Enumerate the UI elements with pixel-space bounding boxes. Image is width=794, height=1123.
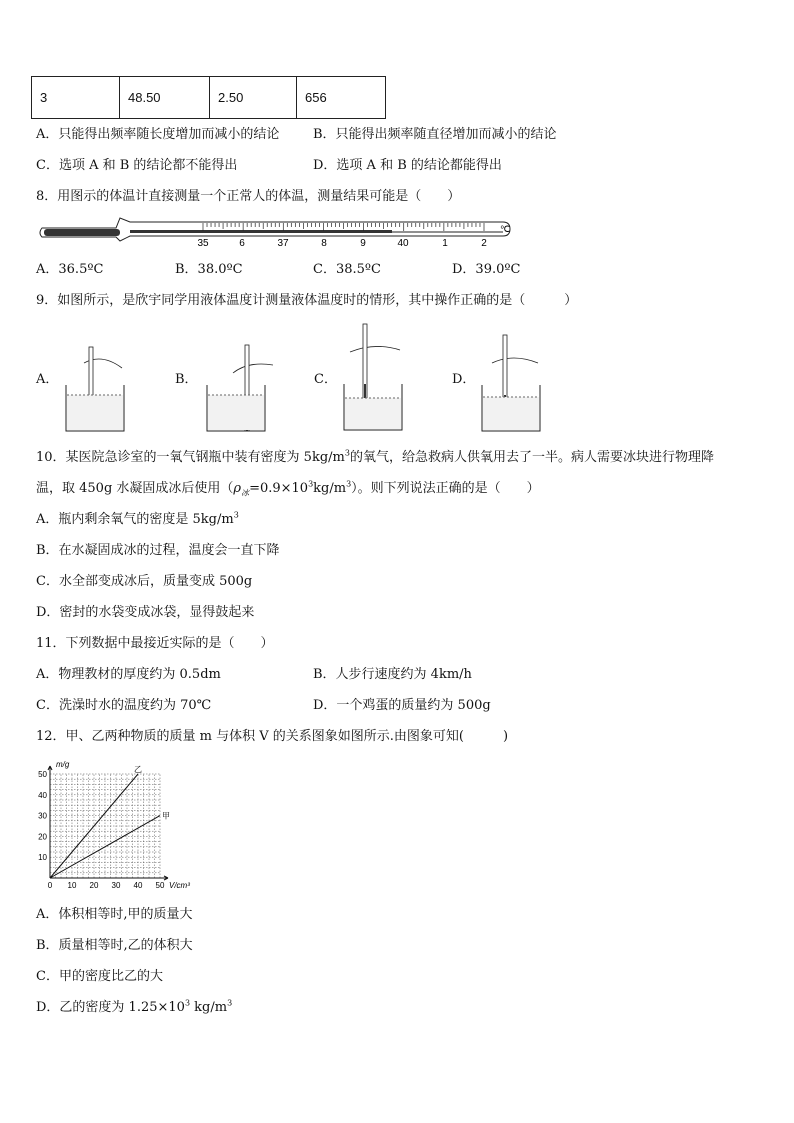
- q12-stem: 12．甲、乙两种物质的质量 m 与体积 V 的关系图象如图所示.由图象可知( ): [36, 729, 509, 744]
- q10-stem-text: kg/m: [313, 481, 347, 496]
- superscript: 3: [184, 998, 191, 1008]
- q12-option-c: C．甲的密度比乙的大: [36, 969, 163, 984]
- q10-stem-text: 温，取 450g 水凝固成冰后使用（: [36, 481, 234, 496]
- x-tick-label: 40: [133, 881, 143, 890]
- q10-stem-line2: [36, 481, 540, 497]
- y-tick-label: 30: [38, 811, 47, 821]
- beaker-d-figure: [478, 333, 550, 433]
- thermo-label: 2: [481, 238, 487, 249]
- clinical-thermometer-figure: [38, 215, 513, 251]
- table-cell: 2.50: [210, 77, 297, 119]
- q11-option-b: B．人步行速度约为 4km/h: [313, 667, 472, 682]
- q11-option-d: D．一个鸡蛋的质量约为 500g: [313, 698, 491, 713]
- x-tick-label: 50: [155, 881, 165, 890]
- q12-option-b: B．质量相等时,乙的体积大: [36, 938, 193, 953]
- x-tick-label: 0: [47, 881, 53, 890]
- superscript: 3: [346, 479, 352, 489]
- beaker-c-figure: [340, 322, 412, 432]
- q7-option-b: B．只能得出频率随直径增加而减小的结论: [313, 127, 557, 142]
- q10-option-c: C．水全部变成冰后，质量变成 500g: [36, 574, 253, 589]
- y-axis-label: m/g: [56, 760, 70, 769]
- thermo-label: 6: [239, 238, 245, 249]
- q10-stem-text: =0.9×10: [249, 481, 309, 496]
- data-table: [31, 76, 386, 119]
- q7-option-c: C．选项 A 和 B 的结论都不能得出: [36, 158, 238, 173]
- option-text: A．瓶内剩余氧气的密度是 5kg/m: [36, 512, 234, 527]
- q10-stem-line1: [36, 450, 714, 466]
- thermo-unit: ℃: [500, 224, 511, 234]
- table-cell: 48.50: [120, 77, 210, 119]
- thermo-label: 35: [197, 238, 209, 249]
- q9-label-b: B．: [175, 372, 198, 387]
- q11-stem: 11．下列数据中最接近实际的是（ ）: [36, 636, 274, 651]
- q12-option-d: [36, 1000, 232, 1016]
- series-label: 甲: [162, 811, 170, 821]
- y-tick-label: 40: [38, 790, 47, 800]
- option-text: D．乙的密度为 1.25×10: [36, 1000, 185, 1015]
- thermo-label: 1: [442, 238, 448, 249]
- beaker-a-figure: [62, 343, 132, 433]
- superscript: 3: [344, 448, 350, 458]
- x-axis-label: V/cm³: [169, 881, 190, 890]
- thermo-label: 37: [277, 238, 289, 249]
- x-tick-label: 10: [67, 881, 77, 890]
- q11-option-a: A．物理教材的厚度约为 0.5dm: [36, 667, 221, 682]
- thermo-label: 9: [360, 238, 366, 249]
- table-cell: 656: [297, 77, 386, 119]
- superscript: 3: [227, 998, 233, 1008]
- mass-volume-chart: [30, 757, 200, 895]
- q12-option-a: A．体积相等时,甲的质量大: [36, 907, 193, 922]
- beaker-b-figure: [203, 343, 273, 433]
- rho-symbol: ρ: [233, 481, 242, 496]
- q7-option-d: D．选项 A 和 B 的结论都能得出: [313, 158, 502, 173]
- q10-option-d: D．密封的水袋变成冰袋，显得鼓起来: [36, 605, 255, 620]
- thermo-label: 8: [321, 238, 327, 249]
- q9-label-a: A．: [36, 372, 59, 387]
- table-cell: 3: [32, 77, 120, 119]
- q8-option-a: A．36.5ºC: [36, 262, 104, 277]
- y-tick-label: 50: [38, 770, 47, 779]
- y-tick-label: 20: [38, 832, 47, 842]
- superscript: 3: [233, 510, 239, 520]
- y-axis: [48, 766, 52, 878]
- q10-stem-text: 的氧气，给急救病人供氧用去了一半。病人需要冰块进行物理降: [349, 450, 714, 465]
- series-label: 乙: [134, 765, 142, 774]
- q10-option-a: [36, 512, 239, 528]
- option-text: kg/m: [190, 1000, 228, 1015]
- q8-option-b: B．38.0ºC: [175, 262, 243, 277]
- thermo-label: 40: [397, 238, 409, 249]
- x-tick-label: 20: [89, 881, 99, 890]
- subscript: 冰: [241, 488, 250, 498]
- q9-stem: 9．如图所示，是欣宇同学用液体温度计测量液体温度时的情形，其中操作正确的是（ ）: [36, 293, 578, 308]
- x-tick-label: 30: [111, 881, 121, 890]
- y-tick-label: 10: [38, 853, 47, 863]
- x-axis: [50, 876, 168, 880]
- q11-option-c: C．洗澡时水的温度约为 70℃: [36, 698, 212, 713]
- q7-option-a: A．只能得出频率随长度增加而减小的结论: [36, 127, 280, 142]
- table-row: [32, 77, 386, 119]
- q9-label-c: C．: [314, 372, 337, 387]
- q10-stem-text: 10．某医院急诊室的一氧气钢瓶中装有密度为 5kg/m: [36, 450, 345, 465]
- q10-option-b: B．在水凝固成冰的过程，温度会一直下降: [36, 543, 280, 558]
- q8-option-d: D．39.0ºC: [452, 262, 521, 277]
- q8-option-c: C．38.5ºC: [313, 262, 381, 277]
- q9-label-d: D．: [452, 372, 476, 387]
- superscript: 3: [308, 479, 314, 489]
- q8-stem: 8．用图示的体温计直接测量一个正常人的体温，测量结果可能是（ ）: [36, 189, 461, 204]
- q10-stem-text: ）。则下列说法正确的是（ ）: [351, 481, 540, 496]
